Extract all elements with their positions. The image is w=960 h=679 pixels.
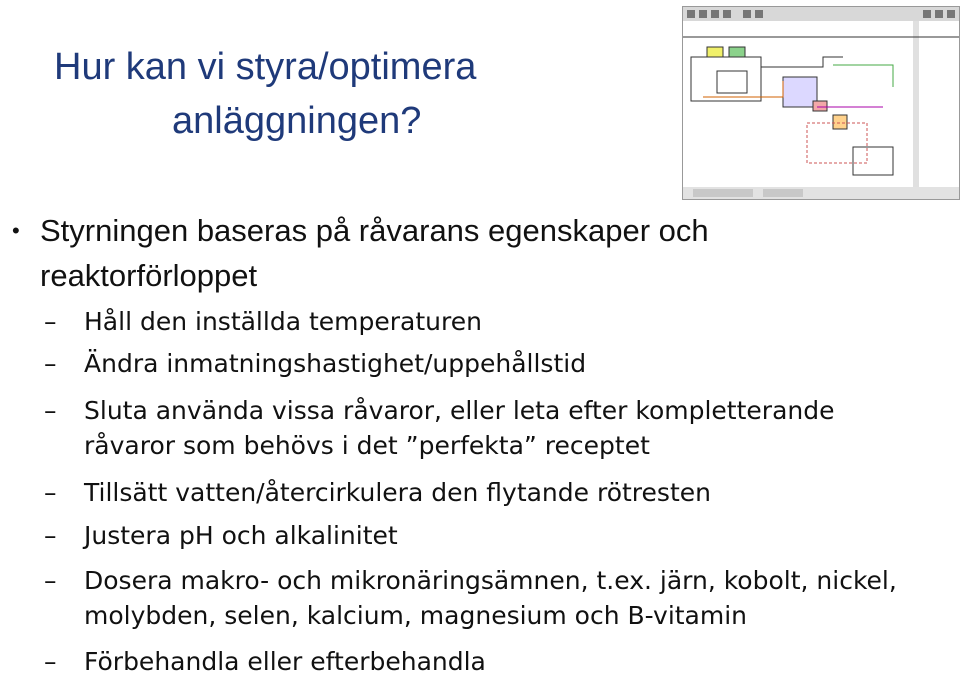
- sub-item-text: Förbehandla eller efterbehandla: [84, 647, 486, 676]
- sub-item-1: [44, 304, 924, 339]
- dash-icon: –: [44, 307, 57, 336]
- sub-item-text: Håll den inställda temperaturen: [84, 307, 482, 336]
- sub-item-text: Sluta använda vissa råvaror, eller leta efter kompletterande råvaror som behövs i det ”perfekta” receptet: [84, 396, 835, 460]
- dash-icon: –: [44, 478, 57, 507]
- labview-diagram-image: [682, 6, 960, 200]
- sub-item-2: [44, 346, 924, 381]
- slide-title: [54, 40, 654, 148]
- sub-item-text: Ändra inmatningshastighet/uppehållstid: [84, 349, 587, 378]
- sub-item-3: [44, 393, 914, 463]
- main-bullet: [12, 208, 812, 298]
- dash-icon: –: [44, 566, 57, 595]
- title-line-1: Hur kan vi styra/optimera: [54, 46, 477, 88]
- sub-item-5: [44, 518, 924, 553]
- sub-item-text: Dosera makro- och mikronäringsämnen, t.ex. järn, kobolt, nickel, molybden, selen, kalcium, magnesium och B-vitamin: [84, 566, 897, 630]
- dash-icon: –: [44, 521, 57, 550]
- dash-icon: –: [44, 647, 57, 676]
- sub-item-text: Justera pH och alkalinitet: [84, 521, 398, 550]
- sub-item-7: [44, 644, 924, 679]
- main-bullet-text: Styrningen baseras på råvarans egenskaper och reaktorförloppet: [40, 213, 709, 293]
- dash-icon: –: [44, 396, 57, 425]
- bullet-icon: •: [12, 218, 20, 243]
- sub-item-6: [44, 563, 924, 633]
- title-line-2: anläggningen?: [172, 100, 422, 142]
- sub-item-text: Tillsätt vatten/återcirkulera den flytande rötresten: [84, 478, 711, 507]
- dash-icon: –: [44, 349, 57, 378]
- sub-item-4: [44, 475, 924, 510]
